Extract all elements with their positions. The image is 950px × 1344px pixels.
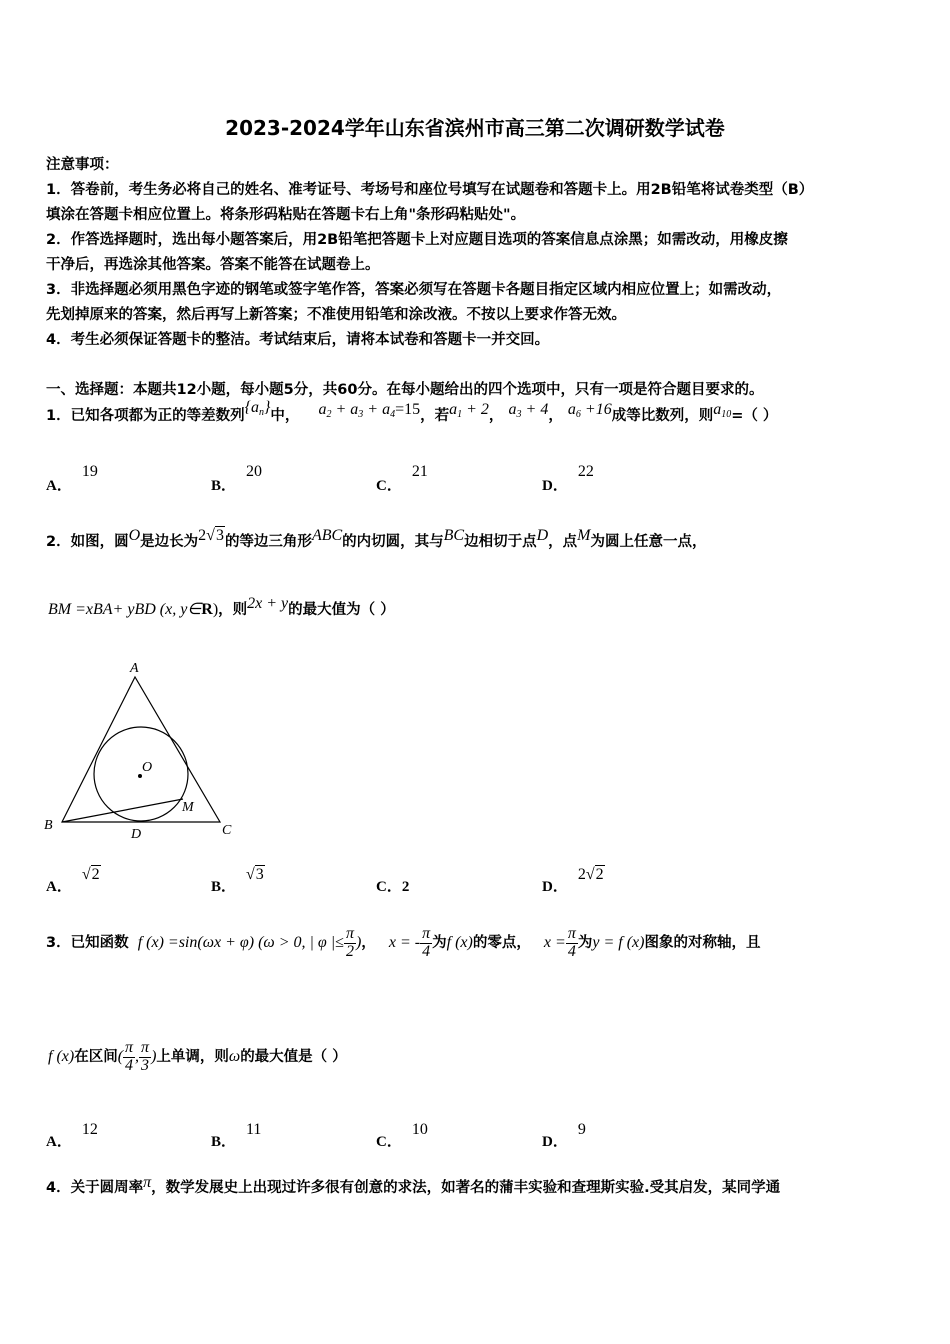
note-4: 4．考生必须保证答题卡的整洁。考试结束后，请将本试卷和答题卡一并交回。 [46, 332, 550, 348]
option-label: C． [376, 879, 402, 895]
question-2 [46, 527, 707, 551]
q3-option-d[interactable] [542, 1118, 586, 1150]
q1-target: $a_{10}$ [713, 401, 732, 420]
q2-text: 的内切圆，其与 [342, 534, 444, 550]
q2-text: 为圆上任意一点， [590, 534, 707, 550]
q2-text: 的最大值为（ ） [288, 602, 395, 618]
q2-option-a[interactable] [46, 863, 101, 895]
q2-side-bc: BC [443, 527, 465, 544]
q3-text: 为 [577, 934, 593, 951]
page-title: 2023-2024学年山东省滨州市高三第二次调研数学试卷 [225, 116, 725, 140]
q1-sum-value: =15 [395, 401, 421, 418]
option-value: 20 [246, 463, 263, 480]
q2-expression: 2x + y [247, 595, 289, 612]
q2-point-m: M [577, 527, 591, 544]
option-value: √2 [81, 866, 100, 883]
note-2-line-2: 干净后，再选涂其他答案。答案不能答在试题卷上。 [46, 257, 380, 273]
q3-zero-point: x = - $\frac{\pi}{4}$ [388, 925, 431, 960]
question-3: 3．已知函数 f (x) =sin(ωx + φ) (ω > 0, | φ |≤ $\frac{\pi}{2}$ )， x = - $\frac{\pi}{4}$ 为f (x)的零点， x = $\frac{\pi}{4}$ 为y = f (x)图象的对称轴，且 [46, 925, 761, 960]
q3-option-a[interactable] [46, 1118, 98, 1150]
q2-real-set: R [201, 601, 213, 618]
q1-text: ，若 [420, 408, 450, 424]
q2-point-d: D [536, 527, 549, 544]
q1-option-a[interactable] [46, 460, 98, 494]
question-4 [46, 1176, 780, 1197]
q3-option-c[interactable] [376, 1118, 428, 1150]
note-3-line-2: 先划掉原来的答案，然后再写上新答案；不准使用铅笔和涂改液。不按以上要求作答无效。 [46, 307, 626, 323]
q1-text: 中， [270, 408, 300, 424]
notes-heading: 注意事项： [46, 157, 119, 173]
q3-text: 的零点， [472, 934, 531, 951]
q3-text: 3．已知函数 [46, 934, 129, 951]
option-label: A． [46, 879, 72, 895]
q3-options [46, 1118, 906, 1148]
label-d: D [131, 827, 142, 842]
option-value: 10 [411, 1121, 428, 1138]
q3-line-2 [48, 1040, 347, 1075]
q2-option-d[interactable] [542, 863, 605, 895]
option-label: A． [46, 1134, 72, 1150]
q2-text: 的等边三角形 [224, 534, 312, 550]
q2-option-c[interactable] [376, 875, 409, 896]
option-label: B． [211, 1134, 237, 1150]
q1-text: 1．已知各项都为正的等差数列 [46, 408, 245, 424]
label-o: O [142, 760, 153, 775]
option-value: √3 [246, 866, 264, 883]
q2-text: 是边长为 [140, 534, 199, 550]
q4-text: ，数学发展史上出现过许多很有创意的求法，如著名的蒲丰实验和查理斯实验.受其启发，某同学通 [151, 1180, 781, 1196]
option-value: 11 [246, 1121, 262, 1138]
label-c: C [222, 823, 232, 838]
q1-text: ， [548, 408, 563, 424]
q1-text: =（ ） [731, 408, 778, 424]
segment-bm [62, 799, 183, 822]
label-b: B [44, 818, 53, 833]
q4-pi: π [143, 1174, 152, 1191]
q3-fx: f (x) [446, 933, 473, 951]
q4-text: 4．关于圆周率 [46, 1180, 144, 1196]
q2-text: 2．如图，圆 [46, 534, 129, 550]
q1-term-3: $a_6 +16$ [567, 401, 612, 420]
q2-options [46, 863, 906, 893]
option-value: 9 [577, 1121, 586, 1138]
q3-axis: x = $\frac{\pi}{4}$ [543, 925, 576, 960]
q2-triangle: ABC [311, 527, 343, 544]
q2-text: 边相切于点 [464, 534, 537, 550]
q3-omega: ω [228, 1047, 241, 1065]
option-value: 21 [411, 463, 428, 480]
q1-seq: $\{a_n\}$ [244, 399, 271, 418]
q3-text: 图象的对称轴，且 [644, 934, 761, 951]
option-label: C． [376, 1134, 402, 1150]
q2-text: ，则 [218, 602, 248, 618]
option-value: 22 [577, 463, 594, 480]
option-label: A． [46, 478, 72, 494]
q1-term-1: $a_1 + 2$ [449, 401, 489, 420]
option-label: B． [211, 478, 237, 494]
label-m: M [182, 800, 194, 815]
option-label: D． [542, 879, 568, 895]
q3-text: 在区间 [74, 1048, 118, 1065]
option-label: D． [542, 1134, 568, 1150]
note-2-line-1: 2．作答选择题时，选出每小题答案后，用2B铅笔把答题卡上对应题目选项的答案信息点涂黑；如需改动，用橡皮擦 [46, 232, 788, 248]
q1-option-d[interactable] [542, 460, 594, 494]
option-label: C． [376, 478, 402, 494]
q2-circle-o: O [128, 527, 141, 544]
q2-line-2: BM =xBA+ yBD (x, y∈R)，则2x + y的最大值为（ ） [48, 595, 395, 618]
option-value: 19 [81, 463, 98, 480]
q1-sum-expr: $a_2 + a_3 + a_4$ [318, 401, 396, 420]
q1-option-c[interactable] [376, 460, 428, 494]
q2-triangle-figure [40, 655, 250, 845]
label-a: A [130, 661, 139, 676]
option-value: 12 [81, 1121, 98, 1138]
section-heading: 一、选择题：本题共12小题，每小题5分，共60分。在每小题给出的四个选项中，只有一项是符合题目要求的。 [46, 382, 764, 398]
q2-text: ，点 [548, 534, 578, 550]
option-value: 2 [401, 879, 410, 895]
q3-text: 为 [432, 934, 447, 951]
note-1-line-2: 填涂在答题卡相应位置上。将条形码粘贴在答题卡右上角"条形码粘贴处"。 [46, 207, 526, 223]
question-1 [46, 399, 778, 434]
q1-text: 成等比数列，则 [611, 408, 714, 424]
triangle-abc [62, 677, 220, 822]
q3-fx: f (x) [48, 1047, 75, 1065]
option-value: 2√2 [577, 866, 604, 883]
note-1-line-1: 1．答卷前，考生务必将自己的姓名、准考证号、考场号和座位号填写在试题卷和答题卡上。用2B铅笔将试卷类型（B） [46, 182, 814, 198]
q3-text: 上单调，则 [156, 1048, 229, 1065]
q3-y-fx: y = f (x) [592, 933, 645, 951]
q2-option-b[interactable] [211, 863, 265, 895]
q1-text: ， [488, 408, 504, 424]
q2-vector-equation: BM =xBA+ yBD (x, y∈ [48, 601, 202, 618]
option-label: D． [542, 478, 568, 494]
q3-interval: ( $\frac{\pi}{4}$ , $\frac{\pi}{3}$ ) [117, 1039, 157, 1074]
q1-options [46, 460, 906, 494]
q2-side-length: 2√3 [198, 527, 224, 544]
note-3-line-1: 3．非选择题必须用黑色字迹的钢笔或签字笔作答，答案必须写在答题卡各题目指定区域内相应位置上；如需改动， [46, 282, 782, 298]
option-label: B． [211, 879, 237, 895]
q1-option-b[interactable] [211, 460, 263, 494]
q3-text: 的最大值是（ ） [240, 1048, 347, 1065]
q1-term-2: $a_3 + 4$ [508, 401, 549, 420]
q3-function: f (x) =sin(ωx + φ) (ω > 0, | φ |≤ $\frac{\pi}{2}$ ) [137, 925, 362, 960]
q3-option-b[interactable] [211, 1118, 262, 1150]
